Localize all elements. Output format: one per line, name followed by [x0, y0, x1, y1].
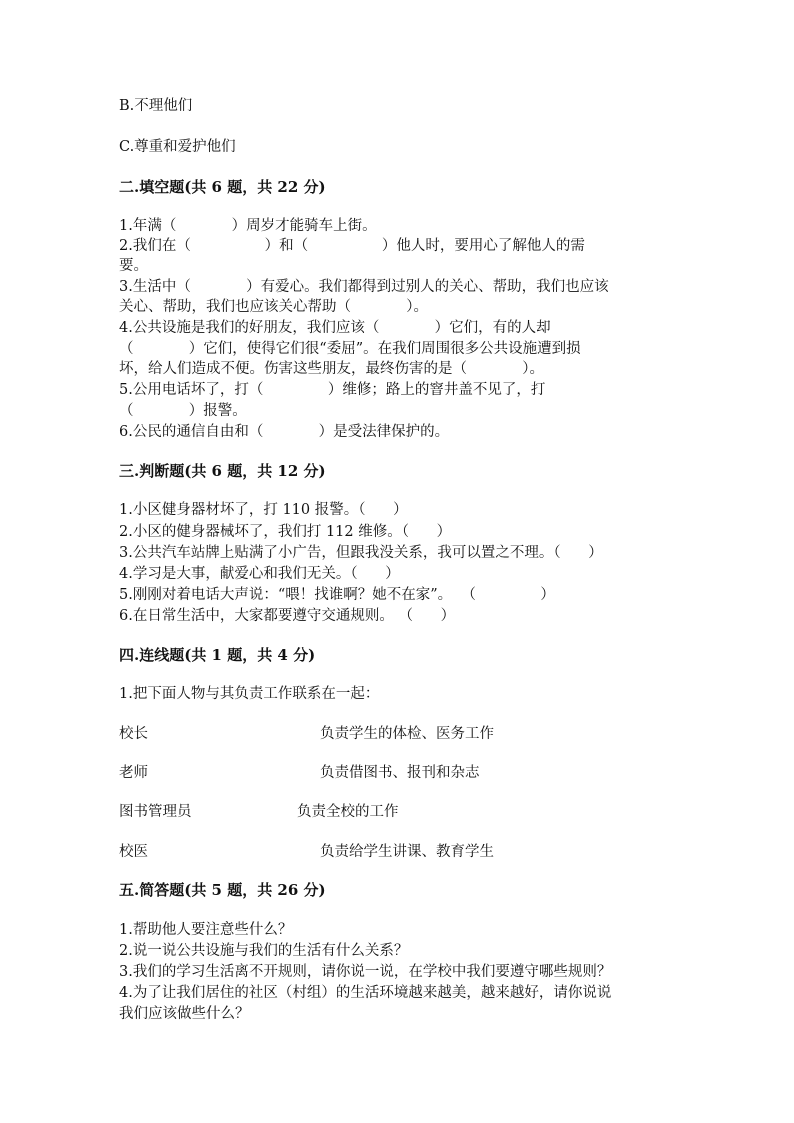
section-title-fill-blank: 二.填空题(共 6 题，共 22 分) — [119, 178, 326, 196]
judgement-line: 3.公共汽车站牌上贴满了小广告，但跟我没关系，我可以置之不理。（ ） — [119, 545, 603, 561]
section-title-short-answer: 五.简答题(共 5 题，共 26 分) — [119, 881, 326, 899]
matching-left-item: 图书管理员 — [119, 804, 192, 820]
matching-left-item: 老师 — [119, 765, 148, 781]
matching-prompt: 1.把下面人物与其负责工作联系在一起： — [119, 686, 380, 702]
short-answer-line: 4.为了让我们居住的社区（村组）的生活环境越来越美，越来越好，请你说说 — [119, 985, 612, 1001]
matching-left-item: 校医 — [119, 844, 148, 860]
fill-line: 6.公民的通信自由和（ ）是受法律保护的。 — [119, 424, 450, 440]
fill-line: （ ）它们，使得它们很“委屈”。在我们周围很多公共设施遭到损 — [119, 341, 581, 357]
short-answer-line: 1.帮助他人要注意些什么？ — [119, 922, 293, 938]
judgement-line: 6.在日常生活中，大家都要遵守交通规则。 （ ） — [119, 608, 456, 624]
matching-right-item: 负责给学生讲课、教育学生 — [320, 844, 494, 860]
judgement-line: 2.小区的健身器械坏了，我们打 112 维修。（ ） — [119, 524, 452, 540]
option-b: B.不理他们 — [119, 98, 193, 114]
matching-right-item: 负责借图书、报刊和杂志 — [320, 765, 480, 781]
judgement-line: 4.学习是大事，献爱心和我们无关。（ ） — [119, 566, 400, 582]
matching-right-item: 负责全校的工作 — [297, 804, 399, 820]
fill-line: 4.公共设施是我们的好朋友，我们应该（ ）它们，有的人却 — [119, 320, 551, 336]
judgement-line: 5.刚刚对着电话大声说：“喂！找谁啊？她不在家”。 （ ） — [119, 587, 555, 603]
section-title-judgement: 三.判断题(共 6 题，共 12 分) — [119, 462, 326, 480]
fill-line: 3.生活中（ ）有爱心。我们都得到过别人的关心、帮助，我们也应该 — [119, 279, 609, 295]
fill-line: （ ）报警。 — [119, 403, 247, 419]
fill-line: 关心、帮助，我们也应该关心帮助（ ）。 — [119, 299, 429, 315]
matching-right-item: 负责学生的体检、医务工作 — [320, 726, 494, 742]
short-answer-line: 我们应该做些什么？ — [119, 1006, 250, 1022]
fill-line: 1.年满（ ）周岁才能骑车上街。 — [119, 218, 377, 234]
fill-line: 5.公用电话坏了，打（ ）维修；路上的窨井盖不见了，打 — [119, 382, 546, 398]
section-title-matching: 四.连线题(共 1 题，共 4 分) — [119, 646, 316, 664]
judgement-line: 1.小区健身器材坏了，打 110 报警。（ ） — [119, 502, 408, 518]
fill-line: 2.我们在（ ）和（ ）他人时，要用心了解他人的需 — [119, 238, 585, 254]
fill-line: 坏，给人们造成不便。伤害这些朋友，最终伤害的是（ ）。 — [119, 361, 545, 377]
matching-left-item: 校长 — [119, 726, 148, 742]
short-answer-line: 3.我们的学习生活离不开规则，请你说一说，在学校中我们要遵守哪些规则？ — [119, 964, 612, 980]
short-answer-line: 2.说一说公共设施与我们的生活有什么关系？ — [119, 943, 409, 959]
fill-line: 要。 — [119, 258, 148, 274]
option-c: C.尊重和爱护他们 — [119, 139, 236, 155]
